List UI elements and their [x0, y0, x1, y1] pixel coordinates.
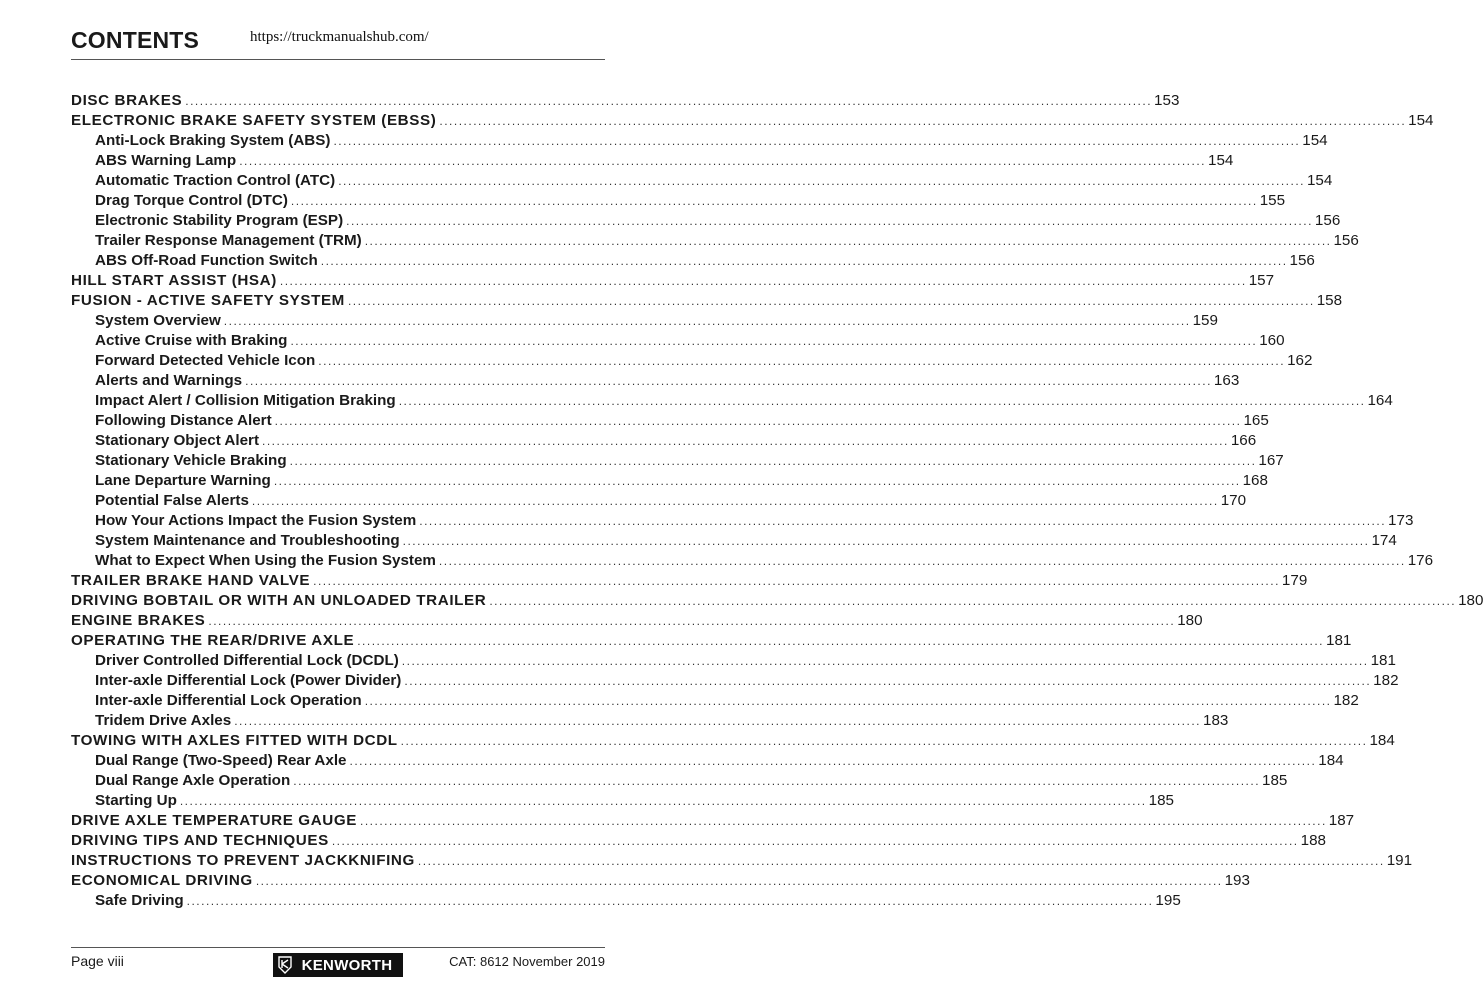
toc-section-entry[interactable] — [71, 291, 1343, 311]
toc-dot-leader: ........................................................................................................................................................................................................ — [234, 714, 1201, 728]
table-of-contents — [71, 91, 1483, 911]
toc-entry-page: 174 — [1371, 532, 1397, 549]
toc-entry-page: 182 — [1333, 692, 1359, 709]
toc-entry-page: 185 — [1262, 772, 1288, 789]
toc-subsection-entry[interactable] — [71, 431, 1257, 451]
toc-entry-page: 164 — [1367, 392, 1393, 409]
toc-entry-label: ECONOMICAL DRIVING — [71, 872, 253, 889]
toc-entry-label: How Your Actions Impact the Fusion System — [95, 512, 417, 529]
toc-dot-leader: ........................................................................................................................................................................................................ — [333, 134, 1301, 148]
toc-section-entry[interactable] — [71, 591, 1483, 611]
toc-subsection-entry[interactable] — [71, 511, 1414, 531]
toc-entry-page: 176 — [1407, 552, 1434, 569]
toc-subsection-entry[interactable] — [71, 351, 1313, 371]
toc-entry-page: 154 — [1208, 152, 1234, 169]
toc-entry-label: System Maintenance and Troubleshooting — [95, 532, 400, 549]
toc-entry-label: Starting Up — [95, 792, 177, 809]
toc-entry-page: 162 — [1287, 352, 1313, 369]
toc-entry-label: What to Expect When Using the Fusion System — [95, 552, 436, 569]
toc-subsection-entry[interactable] — [71, 191, 1286, 211]
toc-entry-label: ELECTRONIC BRAKE SAFETY SYSTEM (EBSS) — [71, 112, 437, 129]
toc-dot-leader: ........................................................................................................................................................................................................ — [290, 194, 1258, 208]
toc-subsection-entry[interactable] — [71, 471, 1268, 491]
toc-entry-page: 158 — [1316, 292, 1343, 309]
toc-subsection-entry[interactable] — [71, 711, 1229, 731]
toc-dot-leader: ........................................................................................................................................................................................................ — [262, 434, 1229, 448]
toc-entry-page: 179 — [1281, 572, 1308, 589]
footer-page-number: Page viii — [71, 953, 124, 969]
toc-entry-label: ENGINE BRAKES — [71, 612, 206, 629]
toc-subsection-entry[interactable] — [71, 251, 1315, 271]
toc-dot-leader: ........................................................................................................................................................................................................ — [489, 594, 1457, 608]
toc-section-entry[interactable] — [71, 571, 1308, 591]
toc-entry-page: 188 — [1300, 832, 1326, 849]
toc-entry-label: Safe Driving — [95, 892, 184, 909]
toc-subsection-entry[interactable] — [71, 651, 1396, 671]
toc-entry-page: 154 — [1306, 172, 1333, 189]
toc-dot-leader: ........................................................................................................................................................................................................ — [359, 814, 1327, 828]
toc-subsection-entry[interactable] — [71, 311, 1218, 331]
toc-subsection-entry[interactable] — [71, 771, 1288, 791]
toc-dot-leader: ........................................................................................................................................................................................................ — [320, 254, 1288, 268]
toc-subsection-entry[interactable] — [71, 411, 1269, 431]
toc-section-entry[interactable] — [71, 271, 1275, 291]
toc-dot-leader: ........................................................................................................................................................................................................ — [186, 894, 1154, 908]
toc-subsection-entry[interactable] — [71, 371, 1240, 391]
toc-section-entry[interactable] — [71, 831, 1326, 851]
toc-dot-leader: ........................................................................................................................................................................................................ — [313, 574, 1280, 588]
toc-subsection-entry[interactable] — [71, 131, 1328, 151]
toc-entry-page: 181 — [1326, 632, 1352, 649]
toc-dot-leader: ........................................................................................................................................................................................................ — [179, 794, 1147, 808]
toc-entry-label: Electronic Stability Program (ESP) — [95, 212, 344, 229]
toc-entry-page: 185 — [1148, 792, 1174, 809]
toc-entry-label: Driver Controlled Differential Lock (DCDL) — [95, 652, 399, 669]
toc-entry-page: 154 — [1302, 132, 1328, 149]
toc-entry-label: DRIVE AXLE TEMPERATURE GAUGE — [71, 812, 357, 829]
toc-entry-label: DRIVING BOBTAIL OR WITH AN UNLOADED TRAILER — [71, 592, 487, 609]
toc-entry-page: 153 — [1154, 92, 1180, 109]
toc-subsection-entry[interactable] — [71, 211, 1341, 231]
toc-entry-page: 166 — [1230, 432, 1257, 449]
toc-dot-leader: ........................................................................................................................................................................................................ — [357, 634, 1324, 648]
toc-entry-label: FUSION - ACTIVE SAFETY SYSTEM — [71, 292, 345, 309]
toc-entry-page: 157 — [1248, 272, 1275, 289]
toc-dot-leader: ........................................................................................................................................................................................................ — [398, 394, 1366, 408]
toc-entry-label: Inter-axle Differential Lock Operation — [95, 692, 362, 709]
toc-entry-page: 193 — [1224, 872, 1250, 889]
toc-dot-leader: ........................................................................................................................................................................................................ — [293, 774, 1261, 788]
toc-entry-label: ABS Off-Road Function Switch — [95, 252, 318, 269]
toc-entry-label: Dual Range Axle Operation — [95, 772, 291, 789]
toc-entry-page: 173 — [1388, 512, 1414, 529]
toc-entry-page: 156 — [1314, 212, 1341, 229]
kenworth-logo-text: KENWORTH — [301, 956, 393, 974]
toc-dot-leader: ........................................................................................................................................................................................................ — [364, 234, 1332, 248]
header-divider — [71, 59, 605, 60]
toc-section-entry[interactable] — [71, 811, 1355, 831]
toc-section-entry[interactable] — [71, 611, 1203, 631]
toc-entry-page: 167 — [1258, 452, 1284, 469]
toc-entry-label: Drag Torque Control (DTC) — [95, 192, 288, 209]
source-url[interactable]: https://truckmanualshub.com/ — [250, 29, 429, 45]
toc-entry-label: TOWING WITH AXLES FITTED WITH DCDL — [71, 732, 398, 749]
toc-entry-label: OPERATING THE REAR/DRIVE AXLE — [71, 632, 355, 649]
toc-dot-leader: ........................................................................................................................................................................................................ — [251, 494, 1219, 508]
toc-dot-leader: ........................................................................................................................................................................................................ — [349, 754, 1317, 768]
footer-catalog-info: CAT: 8612 November 2019 — [449, 954, 605, 969]
toc-subsection-entry[interactable] — [71, 751, 1344, 771]
toc-dot-leader: ........................................................................................................................................................................................................ — [404, 674, 1372, 688]
toc-entry-page: 165 — [1243, 412, 1269, 429]
toc-entry-label: Stationary Vehicle Braking — [95, 452, 287, 469]
toc-dot-leader: ........................................................................................................................................................................................................ — [439, 114, 1407, 128]
toc-subsection-entry[interactable] — [71, 171, 1333, 191]
toc-dot-leader: ........................................................................................................................................................................................................ — [338, 174, 1305, 188]
toc-entry-label: DISC BRAKES — [71, 92, 183, 109]
toc-subsection-entry[interactable] — [71, 891, 1181, 911]
footer-divider — [71, 947, 605, 948]
toc-dot-leader: ........................................................................................................................................................................................................ — [273, 474, 1241, 488]
toc-entry-label: Automatic Traction Control (ATC) — [95, 172, 336, 189]
toc-entry-page: 187 — [1328, 812, 1355, 829]
toc-dot-leader: ........................................................................................................................................................................................................ — [438, 554, 1406, 568]
toc-entry-page: 191 — [1386, 852, 1413, 869]
toc-dot-leader: ........................................................................................................................................................................................................ — [318, 354, 1286, 368]
toc-subsection-entry[interactable] — [71, 231, 1359, 251]
toc-entry-label: System Overview — [95, 312, 221, 329]
toc-entry-label: Stationary Object Alert — [95, 432, 260, 449]
toc-entry-label: DRIVING TIPS AND TECHNIQUES — [71, 832, 329, 849]
toc-subsection-entry[interactable] — [71, 491, 1247, 511]
toc-entry-page: 180 — [1458, 592, 1483, 609]
toc-dot-leader: ........................................................................................................................................................................................................ — [185, 94, 1153, 108]
toc-dot-leader: ........................................................................................................................................................................................................ — [347, 294, 1315, 308]
toc-entry-label: Tridem Drive Axles — [95, 712, 232, 729]
toc-section-entry[interactable] — [71, 631, 1352, 651]
toc-entry-label: ABS Warning Lamp — [95, 152, 237, 169]
toc-entry-label: TRAILER BRAKE HAND VALVE — [71, 572, 311, 589]
toc-dot-leader: ........................................................................................................................................................................................................ — [417, 854, 1385, 868]
toc-entry-label: Potential False Alerts — [95, 492, 249, 509]
toc-dot-leader: ........................................................................................................................................................................................................ — [274, 414, 1242, 428]
toc-entry-page: 155 — [1259, 192, 1286, 209]
toc-section-entry[interactable] — [71, 851, 1413, 871]
toc-entry-page: 154 — [1408, 112, 1434, 129]
toc-entry-page: 184 — [1369, 732, 1395, 749]
toc-entry-page: 156 — [1333, 232, 1359, 249]
toc-entry-page: 163 — [1213, 372, 1240, 389]
toc-entry-label: Forward Detected Vehicle Icon — [95, 352, 316, 369]
toc-subsection-entry[interactable] — [71, 791, 1174, 811]
toc-dot-leader: ........................................................................................................................................................................................................ — [419, 514, 1387, 528]
toc-subsection-entry[interactable] — [71, 551, 1434, 571]
toc-entry-page: 183 — [1203, 712, 1229, 729]
toc-entry-page: 184 — [1318, 752, 1344, 769]
toc-subsection-entry[interactable] — [71, 391, 1393, 411]
toc-dot-leader: ........................................................................................................................................................................................................ — [289, 454, 1257, 468]
toc-dot-leader: ........................................................................................................................................................................................................ — [290, 334, 1258, 348]
toc-section-entry[interactable] — [71, 111, 1434, 131]
toc-dot-leader: ........................................................................................................................................................................................................ — [346, 214, 1313, 228]
toc-subsection-entry[interactable] — [71, 451, 1284, 471]
toc-dot-leader: ........................................................................................................................................................................................................ — [223, 314, 1191, 328]
toc-entry-page: 180 — [1177, 612, 1203, 629]
toc-entry-page: 160 — [1259, 332, 1285, 349]
toc-entry-label: Active Cruise with Braking — [95, 332, 288, 349]
toc-dot-leader: ........................................................................................................................................................................................................ — [331, 834, 1299, 848]
toc-dot-leader: ........................................................................................................................................................................................................ — [279, 274, 1247, 288]
toc-section-entry[interactable] — [71, 871, 1250, 891]
toc-entry-label: Impact Alert / Collision Mitigation Braking — [95, 392, 396, 409]
toc-dot-leader: ........................................................................................................................................................................................................ — [208, 614, 1176, 628]
toc-subsection-entry[interactable] — [71, 691, 1359, 711]
toc-dot-leader: ........................................................................................................................................................................................................ — [239, 154, 1206, 168]
toc-dot-leader: ........................................................................................................................................................................................................ — [245, 374, 1212, 388]
toc-entry-page: 156 — [1289, 252, 1315, 269]
page-title: CONTENTS — [71, 27, 200, 53]
toc-entry-label: INSTRUCTIONS TO PREVENT JACKKNIFING — [71, 852, 415, 869]
kenworth-badge-icon — [274, 954, 296, 976]
toc-dot-leader: ........................................................................................................................................................................................................ — [402, 534, 1370, 548]
toc-dot-leader: ........................................................................................................................................................................................................ — [255, 874, 1223, 888]
toc-dot-leader: ........................................................................................................................................................................................................ — [400, 734, 1368, 748]
toc-entry-label: Anti-Lock Braking System (ABS) — [95, 132, 331, 149]
toc-subsection-entry[interactable] — [71, 531, 1397, 551]
toc-entry-page: 168 — [1242, 472, 1268, 489]
toc-entry-label: Dual Range (Two-Speed) Rear Axle — [95, 752, 347, 769]
toc-subsection-entry[interactable] — [71, 151, 1234, 171]
toc-entry-label: HILL START ASSIST (HSA) — [71, 272, 277, 289]
toc-entry-label: Inter-axle Differential Lock (Power Divider) — [95, 672, 402, 689]
toc-subsection-entry[interactable] — [71, 331, 1285, 351]
kenworth-logo — [273, 953, 403, 977]
toc-subsection-entry[interactable] — [71, 671, 1399, 691]
toc-entry-page: 182 — [1373, 672, 1399, 689]
toc-section-entry[interactable] — [71, 731, 1395, 751]
toc-entry-page: 170 — [1220, 492, 1247, 509]
toc-entry-page: 159 — [1192, 312, 1218, 329]
toc-entry-page: 195 — [1155, 892, 1181, 909]
toc-section-entry[interactable] — [71, 91, 1180, 111]
toc-dot-leader: ........................................................................................................................................................................................................ — [401, 654, 1369, 668]
toc-entry-label: Following Distance Alert — [95, 412, 272, 429]
toc-entry-label: Lane Departure Warning — [95, 472, 271, 489]
toc-dot-leader: ........................................................................................................................................................................................................ — [364, 694, 1332, 708]
toc-entry-label: Trailer Response Management (TRM) — [95, 232, 362, 249]
toc-entry-page: 181 — [1370, 652, 1396, 669]
toc-entry-label: Alerts and Warnings — [95, 372, 243, 389]
